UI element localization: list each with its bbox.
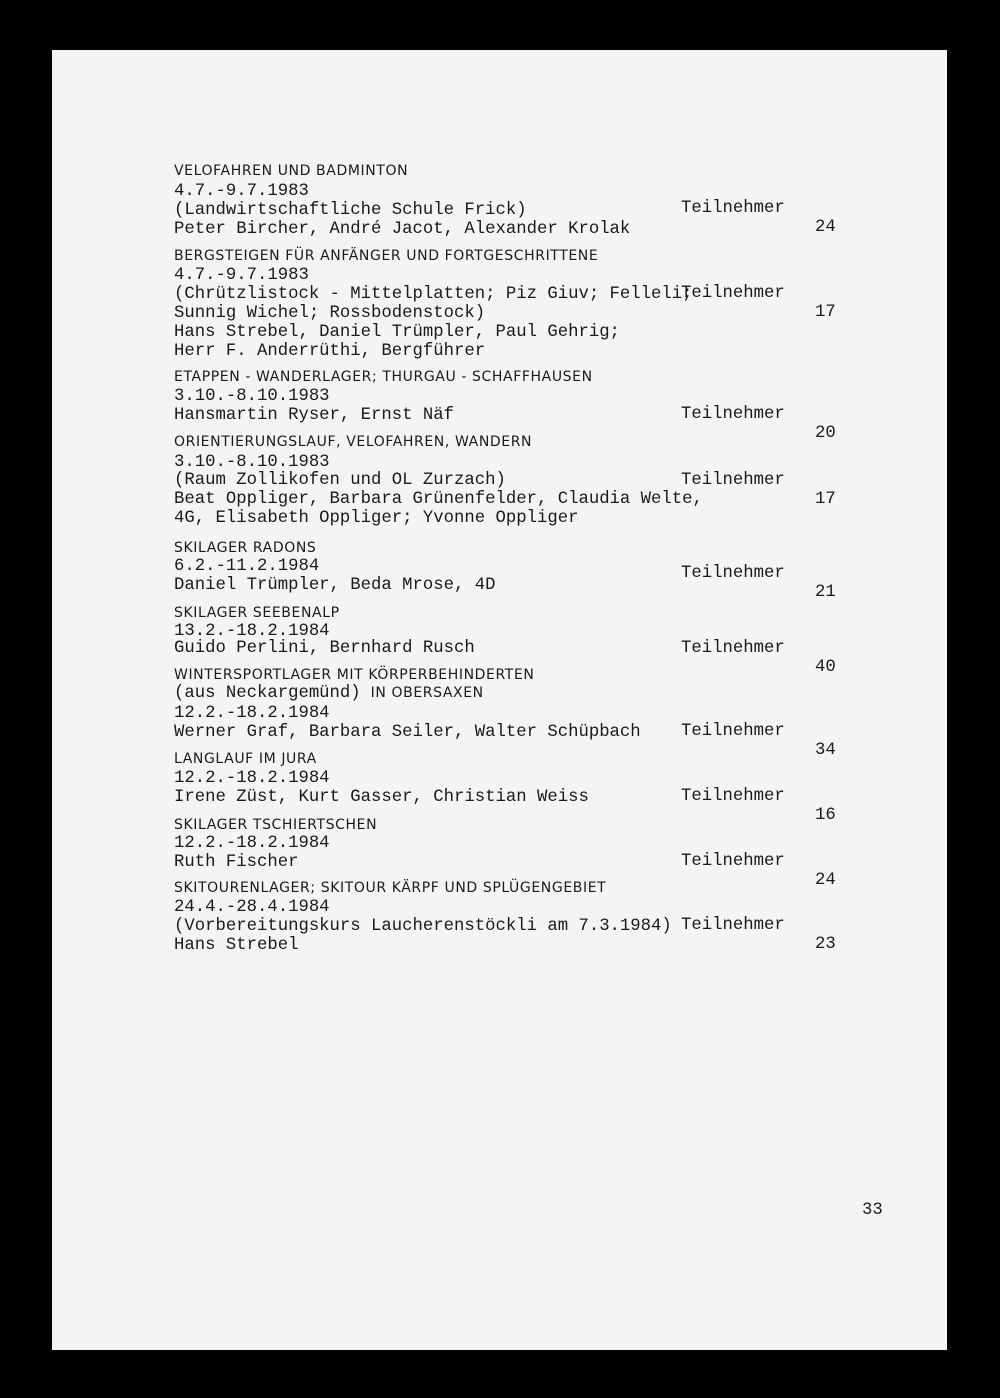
entry-detail: Sunnig Wichel; Rossbodenstock) xyxy=(174,304,486,323)
entry-detail: Guido Perlini, Bernhard Rusch xyxy=(174,639,475,658)
participant-count xyxy=(681,544,841,602)
entry-title: VELOFAHREN UND BADMINTON xyxy=(174,163,409,179)
participant-count xyxy=(681,619,841,677)
participant-label: Teilnehmer xyxy=(681,915,785,935)
participant-number: 23 xyxy=(815,935,836,954)
entry-title: SKILAGER TSCHIERTSCHEN xyxy=(174,817,378,833)
entry-detail: Irene Züst, Kurt Gasser, Christian Weiss xyxy=(174,788,589,807)
entry-date: 12.2.-18.2.1984 xyxy=(174,769,330,788)
participant-number: 17 xyxy=(815,303,836,322)
participant-count xyxy=(681,896,841,954)
entry-detail: Hansmartin Ryser, Ernst Näf xyxy=(174,406,455,425)
participant-number: 24 xyxy=(815,871,836,890)
entry-detail: Werner Graf, Barbara Seiler, Walter Schüpbach xyxy=(174,723,641,742)
participant-count xyxy=(681,179,841,237)
entry-detail: Hans Strebel xyxy=(174,936,299,955)
participant-label: Teilnehmer xyxy=(681,283,785,303)
entry-date: 3.10.-8.10.1983 xyxy=(174,387,330,406)
entry-detail: Peter Bircher, André Jacot, Alexander Krolak xyxy=(174,220,631,239)
entry-date: 13.2.-18.2.1984 xyxy=(174,622,330,641)
participant-label: Teilnehmer xyxy=(681,786,785,806)
participant-number: 21 xyxy=(815,583,836,602)
entry-date: 4.7.-9.7.1983 xyxy=(174,182,309,201)
entry-detail: Beat Oppliger, Barbara Grünenfelder, Claudia Welte, xyxy=(174,490,703,509)
participant-number: 34 xyxy=(815,741,836,760)
entry-detail: Hans Strebel, Daniel Trümpler, Paul Gehrig; xyxy=(174,323,620,342)
participant-number: 16 xyxy=(815,806,836,825)
entry-title: BERGSTEIGEN FÜR ANFÄNGER UND FORTGESCHRITTENE xyxy=(174,248,599,264)
entry-detail: 4G, Elisabeth Oppliger; Yvonne Oppliger xyxy=(174,509,579,528)
entry-title: ORIENTIERUNGSLAUF, VELOFAHREN, WANDERN xyxy=(174,434,533,450)
participant-label: Teilnehmer xyxy=(681,404,785,424)
entry-detail: (Vorbereitungskurs Laucherenstöckli am 7.3.1984) xyxy=(174,917,672,936)
participant-number: 24 xyxy=(815,218,836,237)
entry-date: 4.7.-9.7.1983 xyxy=(174,266,309,285)
entry-detail: Daniel Trümpler, Beda Mrose, 4D xyxy=(174,576,496,595)
entry-detail: (Landwirtschaftliche Schule Frick) xyxy=(174,201,527,220)
participant-label: Teilnehmer xyxy=(681,198,785,218)
subtitle-place: IN OBERSAXEN xyxy=(370,685,484,701)
entry-detail: (Raum Zollikofen und OL Zurzach) xyxy=(174,471,506,490)
participant-label: Teilnehmer xyxy=(681,721,785,741)
subtitle-location: (aus Neckargemünd) xyxy=(174,684,361,703)
participant-count xyxy=(681,451,841,509)
participant-count xyxy=(681,832,841,890)
participant-label: Teilnehmer xyxy=(681,638,785,658)
entry-title: LANGLAUF IM JURA xyxy=(174,751,317,767)
participant-label: Teilnehmer xyxy=(681,470,785,490)
participant-label: Teilnehmer xyxy=(681,851,785,871)
entry-date: 6.2.-11.2.1984 xyxy=(174,557,320,576)
participant-number: 17 xyxy=(815,490,836,509)
entry-detail: Ruth Fischer xyxy=(174,853,299,872)
entry-subtitle xyxy=(174,684,484,704)
entry-title: ETAPPEN - WANDERLAGER; THURGAU - SCHAFFHAUSEN xyxy=(174,369,593,385)
participant-label: Teilnehmer xyxy=(681,563,785,583)
entry-date: 3.10.-8.10.1983 xyxy=(174,453,330,472)
page-number: 33 xyxy=(862,1201,883,1220)
participant-number: 40 xyxy=(815,658,836,677)
participant-count xyxy=(681,264,841,322)
entry-detail: (Chrützlistock - Mittelplatten; Piz Giuv; Felleli; xyxy=(174,285,693,304)
entry-title: SKITOURENLAGER; SKITOUR KÄRPF UND SPLÜGENGEBIET xyxy=(174,880,607,896)
entry-date: 12.2.-18.2.1984 xyxy=(174,704,330,723)
participant-count xyxy=(681,767,841,825)
participant-count xyxy=(681,385,841,443)
entry-title: SKILAGER RADONS xyxy=(174,540,317,556)
entry-title: WINTERSPORTLAGER MIT KÖRPERBEHINDERTEN xyxy=(174,667,535,683)
participant-count xyxy=(681,702,841,760)
entry-detail: Herr F. Anderrüthi, Bergführer xyxy=(174,342,486,361)
entry-date: 12.2.-18.2.1984 xyxy=(174,834,330,853)
entry-title: SKILAGER SEEBENALP xyxy=(174,605,340,621)
entry-date: 24.4.-28.4.1984 xyxy=(174,898,330,917)
participant-number: 20 xyxy=(815,424,836,443)
